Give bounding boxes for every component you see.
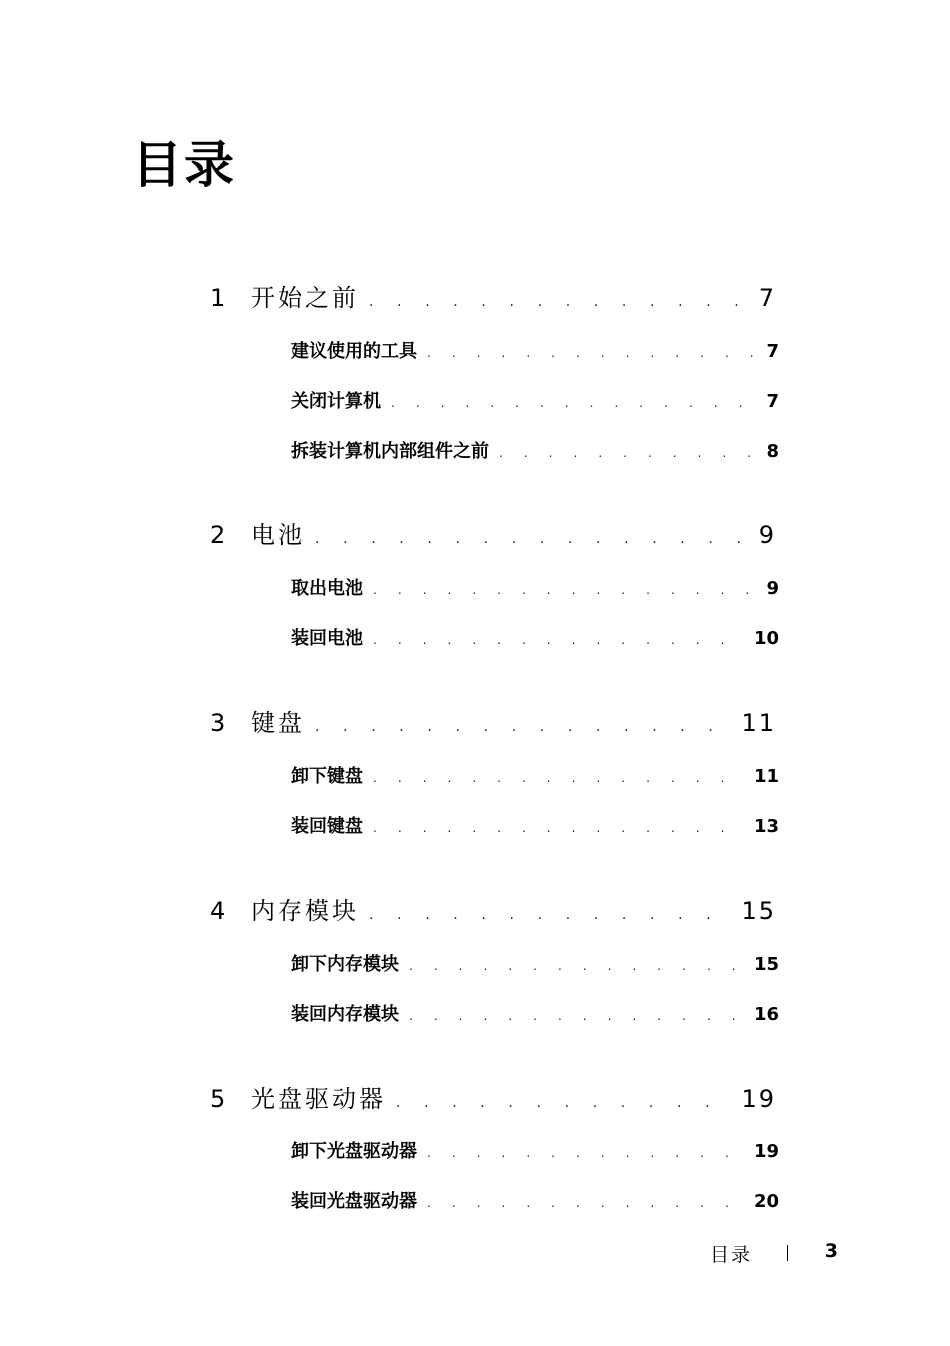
dot-leader bbox=[427, 1191, 746, 1212]
chapter-number: 4 bbox=[210, 897, 229, 925]
toc-section-2-1[interactable] bbox=[291, 574, 779, 600]
dot-leader bbox=[373, 628, 746, 649]
toc-chapter-4[interactable] bbox=[210, 891, 776, 926]
dot-leader bbox=[427, 1141, 746, 1162]
toc-chapter-2[interactable] bbox=[210, 515, 776, 550]
section-page-number: 13 bbox=[753, 816, 779, 837]
chapter-title: 开始之前 bbox=[251, 284, 359, 312]
section-title: 关闭计算机 bbox=[291, 391, 381, 412]
toc-section-1-3[interactable] bbox=[291, 437, 779, 463]
dot-leader bbox=[373, 766, 746, 787]
section-page-number: 19 bbox=[753, 1141, 779, 1162]
toc-section-4-2[interactable] bbox=[291, 1000, 779, 1026]
section-page-number: 10 bbox=[753, 628, 779, 649]
chapter-page-number: 11 bbox=[741, 709, 776, 737]
section-page-number: 7 bbox=[766, 341, 779, 362]
toc-section-5-2[interactable] bbox=[291, 1187, 779, 1213]
toc-section-4-1[interactable] bbox=[291, 950, 779, 976]
section-title: 装回光盘驱动器 bbox=[291, 1191, 417, 1212]
chapter-title: 光盘驱动器 bbox=[251, 1085, 386, 1113]
section-title: 装回键盘 bbox=[291, 816, 363, 837]
chapter-number: 1 bbox=[210, 284, 229, 312]
chapter-page-number: 19 bbox=[741, 1085, 776, 1113]
section-page-number: 8 bbox=[766, 441, 779, 462]
dot-leader bbox=[409, 1004, 746, 1025]
section-page-number: 15 bbox=[753, 954, 779, 975]
footer-page-number: 3 bbox=[824, 1240, 838, 1262]
section-page-number: 16 bbox=[753, 1004, 779, 1025]
chapter-page-number: 15 bbox=[741, 897, 776, 925]
toc-section-5-1[interactable] bbox=[291, 1137, 779, 1163]
toc-section-3-1[interactable] bbox=[291, 762, 779, 788]
dot-leader bbox=[391, 391, 758, 412]
chapter-title: 内存模块 bbox=[251, 897, 359, 925]
toc-section-1-1[interactable] bbox=[291, 337, 779, 363]
section-title: 建议使用的工具 bbox=[291, 341, 417, 362]
dot-leader bbox=[369, 284, 751, 312]
dot-leader bbox=[427, 341, 758, 362]
section-title: 装回电池 bbox=[291, 628, 363, 649]
section-title: 装回内存模块 bbox=[291, 1004, 399, 1025]
dot-leader bbox=[315, 709, 733, 737]
dot-leader bbox=[409, 954, 746, 975]
section-title: 卸下光盘驱动器 bbox=[291, 1141, 417, 1162]
section-page-number: 7 bbox=[766, 391, 779, 412]
toc-chapter-5[interactable] bbox=[210, 1079, 776, 1114]
toc-section-2-2[interactable] bbox=[291, 624, 779, 650]
footer-divider bbox=[787, 1245, 788, 1261]
dot-leader bbox=[373, 816, 746, 837]
chapter-title: 键盘 bbox=[251, 709, 305, 737]
section-title: 卸下键盘 bbox=[291, 766, 363, 787]
section-title: 拆装计算机内部组件之前 bbox=[291, 441, 489, 462]
section-page-number: 11 bbox=[753, 766, 779, 787]
chapter-title: 电池 bbox=[251, 521, 305, 549]
toc-section-1-2[interactable] bbox=[291, 387, 779, 413]
section-title: 取出电池 bbox=[291, 578, 363, 599]
toc-section-3-2[interactable] bbox=[291, 812, 779, 838]
dot-leader bbox=[499, 441, 758, 462]
dot-leader bbox=[369, 897, 733, 925]
chapter-page-number: 9 bbox=[758, 521, 776, 549]
section-title: 卸下内存模块 bbox=[291, 954, 399, 975]
footer-section-label: 目录 bbox=[710, 1244, 753, 1266]
page-footer bbox=[710, 1240, 840, 1266]
toc-chapter-1[interactable] bbox=[210, 278, 776, 313]
dot-leader bbox=[373, 578, 758, 599]
dot-leader bbox=[396, 1085, 733, 1113]
chapter-number: 2 bbox=[210, 521, 229, 549]
chapter-number: 5 bbox=[210, 1085, 229, 1113]
section-page-number: 20 bbox=[753, 1191, 779, 1212]
chapter-number: 3 bbox=[210, 709, 229, 737]
dot-leader bbox=[315, 521, 751, 549]
chapter-page-number: 7 bbox=[758, 284, 776, 312]
page-title: 目录 bbox=[132, 136, 236, 194]
toc-chapter-3[interactable] bbox=[210, 703, 776, 738]
section-page-number: 9 bbox=[766, 578, 779, 599]
